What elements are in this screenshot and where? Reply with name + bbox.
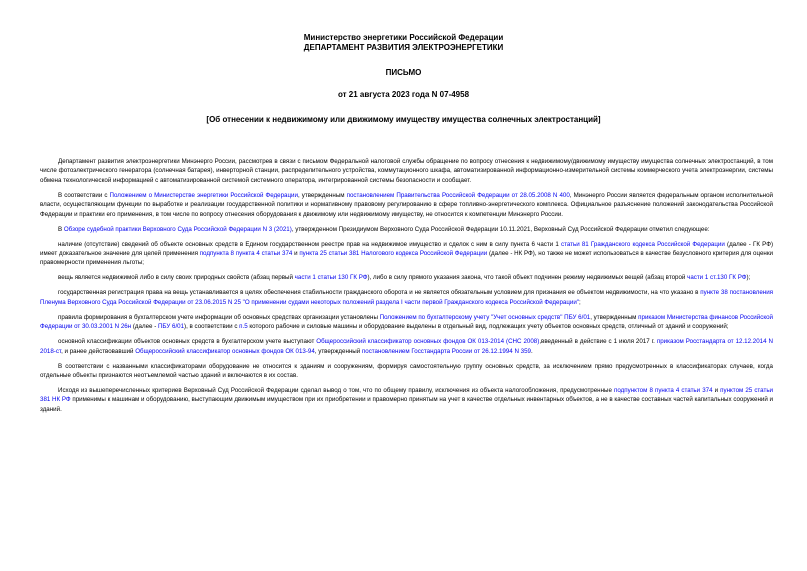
paragraph-text: наличие (отсутствие) сведений об объекте основных средств в Едином государственном реестре прав на недвижимое имущество и сделок с ним в силу пункта 6 части 1	[58, 240, 561, 248]
paragraph-text: .	[530, 347, 533, 355]
document-link[interactable]: Положением о Министерстве энергетики Российской Федерации	[109, 191, 298, 199]
document-link[interactable]: Общероссийский классификатор основных фондов ОК 013-2014 (СНС 2008)	[316, 338, 540, 346]
paragraph	[40, 273, 773, 282]
paragraph-text: В соответствии с названными классификаторами оборудование не относится к зданиям и сооружениям, формируя самостоятельную группу основных средств, за исключением прямо предусмотренных в классификаторах случаев, когда отдельные объекты признаются неотъемлемой частью зданий и включаются в их состав.	[40, 362, 773, 380]
document-body	[40, 157, 773, 420]
document-link[interactable]: части 1 статьи 130 ГК РФ	[294, 274, 368, 282]
document-link[interactable]: пункте 38 постановления Пленума Верховного Суда Российской Федерации от 23.06.2015 N 25 "О применении судами некоторых положений раздела I части первой Гражданского кодекса Российской Федерации"	[40, 289, 773, 306]
paragraph-text: которого рабочие и силовые машины и оборудование выделены в отдельный вид, подлежащих учету объектов основных средств, отличный от зданий и сооружений;	[247, 323, 729, 331]
document-subject: [Об отнесении к недвижимому или движимому имуществу имущества солнечных электростанций]	[206, 115, 601, 124]
paragraph-text: вещь является недвижимой либо в силу своих природных свойств (абзац первый	[58, 274, 295, 282]
paragraph	[40, 288, 773, 307]
paragraph-text: , утвержденным	[297, 191, 347, 199]
paragraph-text: (далее - ГК РФ) имеет доказательное значение для целей применения	[40, 240, 773, 258]
paragraph	[40, 225, 773, 234]
paragraph-text: , утвержденном Президиумом Верховного Суда Российской Федерации 10.11.2021, Верховный Суд Российской Федерации отметил следующее:	[291, 225, 710, 233]
document-link[interactable]: статьи 81 Гражданского кодекса Российской Федерации	[560, 240, 725, 248]
paragraph-text: , и ранее действовавший	[61, 347, 136, 355]
document-date-number: от 21 августа 2023 года N 07-4958	[337, 90, 470, 99]
paragraph-text: ,введенный в действие с 1 июля 2017 г.	[539, 338, 657, 346]
document-link[interactable]: подпункта 8 пункта 4 статьи 374	[199, 250, 293, 258]
paragraph	[40, 313, 773, 332]
paragraph-text: Департамент развития электроэнергетики Минэнерго России, рассмотрев в связи с письмом Федеральной налоговой службы обращение по вопросу отнесения к недвижимому/движимому имуществу имущества солнечных электростанций, в том числе фотоэлектрического генератора (солнечная батарея), инверторной станции, распределительного устройства, коммутационного шкафа, автоматизированной информационно-измерительной системы коммерческого учета электроэнергии, системы обмена технологической информацией с автоматизированной системой системного оператора, интегрированной системы безопасности и сообщает.	[40, 158, 773, 184]
document-link[interactable]: приказом Министерства финансов Российской Федерации от 30.03.2001 N 26н	[40, 313, 773, 331]
document-type: ПИСЬМО	[385, 68, 422, 77]
document-link[interactable]: постановлением Правительства Российской Федерации от 28.05.2008 N 400	[346, 191, 570, 199]
paragraph-text: , утвержденный	[314, 347, 362, 355]
paragraph-text: правила формирования в бухгалтерском учете информации об основных средствах организации установлены	[58, 313, 380, 321]
paragraph-text: (далее - НК РФ), но также не может использоваться в качестве безусловного критерия для оценки правомерности применения льготы;	[40, 250, 773, 267]
document-link[interactable]: приказом Росстандарта от 12.12.2014 N 2018-ст	[40, 338, 773, 355]
paragraph-text: , утвержденным	[590, 313, 639, 321]
paragraph-text: , Минэнерго России является федеральным органом исполнительной власти, осуществляющим функции по выработке и реализации государственной политики и нормативному правовому регулированию в сфере топливно-энергетического комплекса. Официальное разъяснение положений законодательства Российской Федерации и практики его применения, в том числе по вопросу отнесения оборудования к движимому или недвижимому имуществу, не относится к компетенции Минэнерго России.	[40, 191, 773, 218]
paragraph-text: и	[292, 250, 300, 258]
paragraph-text: основной классификации объектов основных средств в бухгалтерском учете выступают	[58, 338, 317, 346]
paragraph	[40, 337, 773, 356]
paragraph-text: ;	[579, 298, 581, 306]
document-link[interactable]: пунктом 25 статьи 381 НК РФ	[40, 387, 773, 404]
document-link[interactable]: части 1 ст.130 ГК РФ	[687, 274, 747, 282]
document-link[interactable]: ПБУ 6/01	[157, 323, 185, 331]
paragraph-text: В	[58, 225, 64, 233]
paragraph-text: ), либо в силу прямого указания закона, что такой объект подчинен режиму недвижимых вещей (абзац второй	[367, 274, 688, 282]
document-link[interactable]: подпунктом 8 пункта 4 статьи 374	[614, 387, 713, 395]
paragraph	[40, 157, 773, 185]
paragraph	[40, 240, 773, 268]
document-link[interactable]: постановлением Госстандарта России от 26.12.1994 N 359	[361, 347, 531, 355]
paragraph-text: (далее -	[131, 323, 158, 331]
paragraph-text: );	[746, 274, 751, 282]
paragraph	[40, 362, 773, 381]
document-link[interactable]: пункта 25 статьи 381 Налогового кодекса Российской Федерации	[299, 250, 488, 258]
paragraph-text: Исходя из вышеперечисленных критериев Верховный Суд Российской Федерации сделал вывод о том, что по общему правилу, исключения из объекта налогообложения, предусмотренные	[58, 387, 614, 395]
paragraph-text: В соответствии с	[58, 191, 110, 199]
paragraph-text: и	[712, 387, 721, 395]
department-name: ДЕПАРТАМЕНТ РАЗВИТИЯ ЭЛЕКТРОЭНЕРГЕТИКИ	[303, 43, 504, 52]
paragraph-text: ), в соответствии с	[184, 323, 240, 331]
paragraph	[40, 386, 773, 414]
document-link[interactable]: Общероссийский классификатор основных фондов ОК 013-94	[135, 347, 315, 355]
document-link[interactable]: Положением по бухгалтерскому учету "Учет основных средств" ПБУ 6/01	[379, 313, 591, 321]
document-link[interactable]: Обзоре судебной практики Верховного Суда Российской Федерации N 3 (2021)	[63, 225, 292, 233]
document-link[interactable]: п.5	[239, 323, 248, 331]
paragraph-text: применимы к машинам и оборудованию, выступающим движимым имуществом при их приобретении и правомерно принятым на учет в качестве отдельных инвентарных объектов, а не в качестве составных частей капитальных сооружений и зданий.	[40, 396, 773, 413]
ministry-name: Министерство энергетики Российской Федерации	[303, 33, 504, 42]
paragraph-text: государственная регистрация права на вещь устанавливается в целях обеспечения стабильности гражданского оборота и не является обязательным условием для признания ее объектом недвижимости, на что указано в	[58, 289, 701, 297]
paragraph	[40, 191, 773, 219]
